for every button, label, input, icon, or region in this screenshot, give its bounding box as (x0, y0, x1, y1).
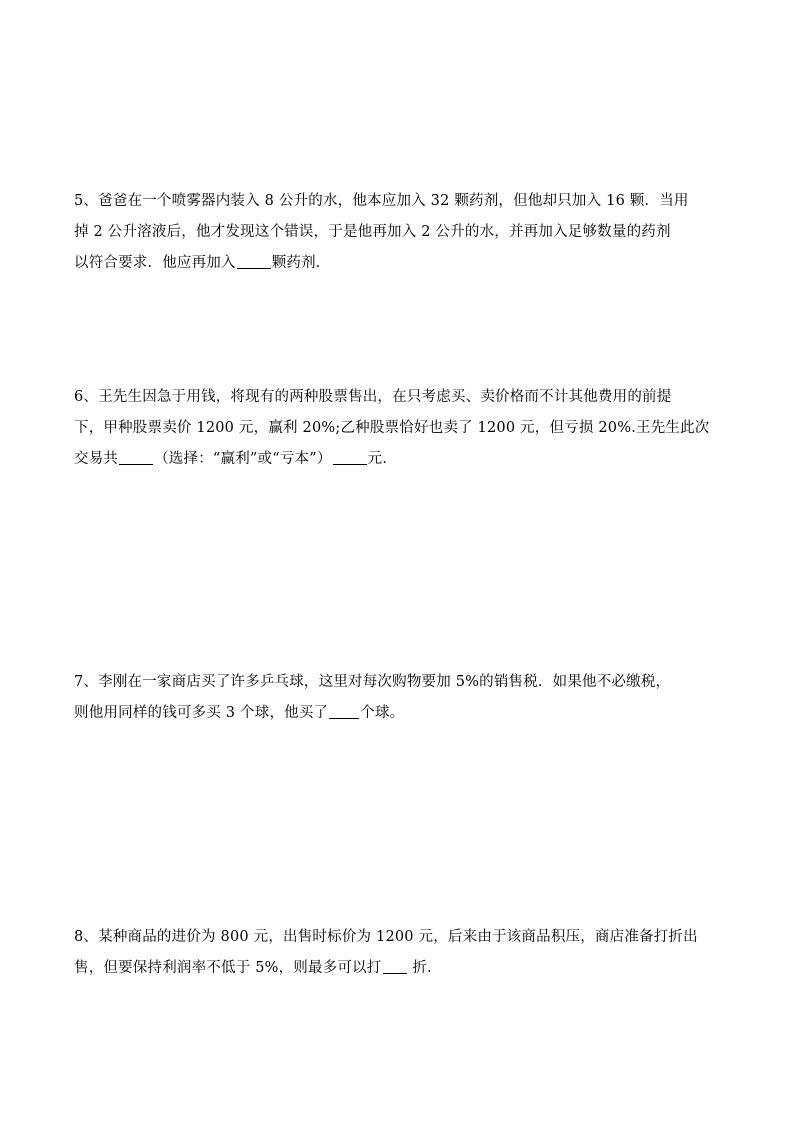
problem-6-line-3-before: 交易共 (74, 451, 119, 467)
problem-6-line-3-middle: （选择：“赢利”或“亏本”） (154, 451, 332, 467)
problem-7-line-2-after: 个球。 (360, 705, 405, 721)
answer-blank[interactable] (329, 702, 359, 719)
problem-7-line-2 (74, 698, 722, 729)
problem-6 (74, 382, 722, 475)
answer-blank[interactable] (333, 448, 367, 465)
answer-blank[interactable] (119, 448, 153, 465)
problem-5-line-2: 掉 2 公升溶液后，他才发现这个错误，于是他再加入 2 公升的水，并再加入足够数量的药剂 (74, 224, 671, 240)
problem-6-line-1: 6、王先生因急于用钱，将现有的两种股票售出，在只考虑买、卖价格而不计其他费用的前提 (74, 389, 672, 405)
problem-7-line-2-before: 则他用同样的钱可多买 3 个球，他买了 (74, 705, 329, 721)
problem-6-line-3 (74, 444, 722, 475)
problem-8-line-1: 8、某种商品的进价为 800 元，出售时标价为 1200 元，后来由于该商品积压，商店准备打折出 (74, 929, 698, 945)
problem-8-line-2-after: 折. (407, 960, 432, 976)
answer-blank[interactable] (237, 252, 271, 269)
answer-blank[interactable] (383, 957, 407, 974)
problem-5-line-1: 5、爸爸在一个喷雾器内装入 8 公升的水，他本应加入 32 颗药剂，但他却只加入 16 颗．当用 (74, 193, 689, 209)
problem-8-line-2-before: 售，但要保持利润率不低于 5%，则最多可以打 (74, 960, 382, 976)
problem-6-line-2: 下，甲种股票卖价 1200 元，赢利 20%;乙种股票恰好也卖了 1200 元，但亏损 20%.王先生此次 (74, 420, 710, 436)
problem-5 (74, 186, 722, 279)
problem-5-line-3-after: 颗药剂． (271, 255, 331, 271)
problem-5-line-3 (74, 248, 722, 279)
problem-5-line-3-before: 以符合要求．他应再加入 (74, 255, 236, 271)
problem-7 (74, 667, 722, 729)
problem-6-line-3-after: 元. (367, 451, 388, 467)
problem-7-line-1: 7、李刚在一家商店买了许多乒乓球，这里对每次购物要加 5%的销售税．如果他不必缴税， (74, 674, 671, 690)
problem-8-line-2 (74, 953, 722, 984)
problem-8 (74, 922, 722, 984)
